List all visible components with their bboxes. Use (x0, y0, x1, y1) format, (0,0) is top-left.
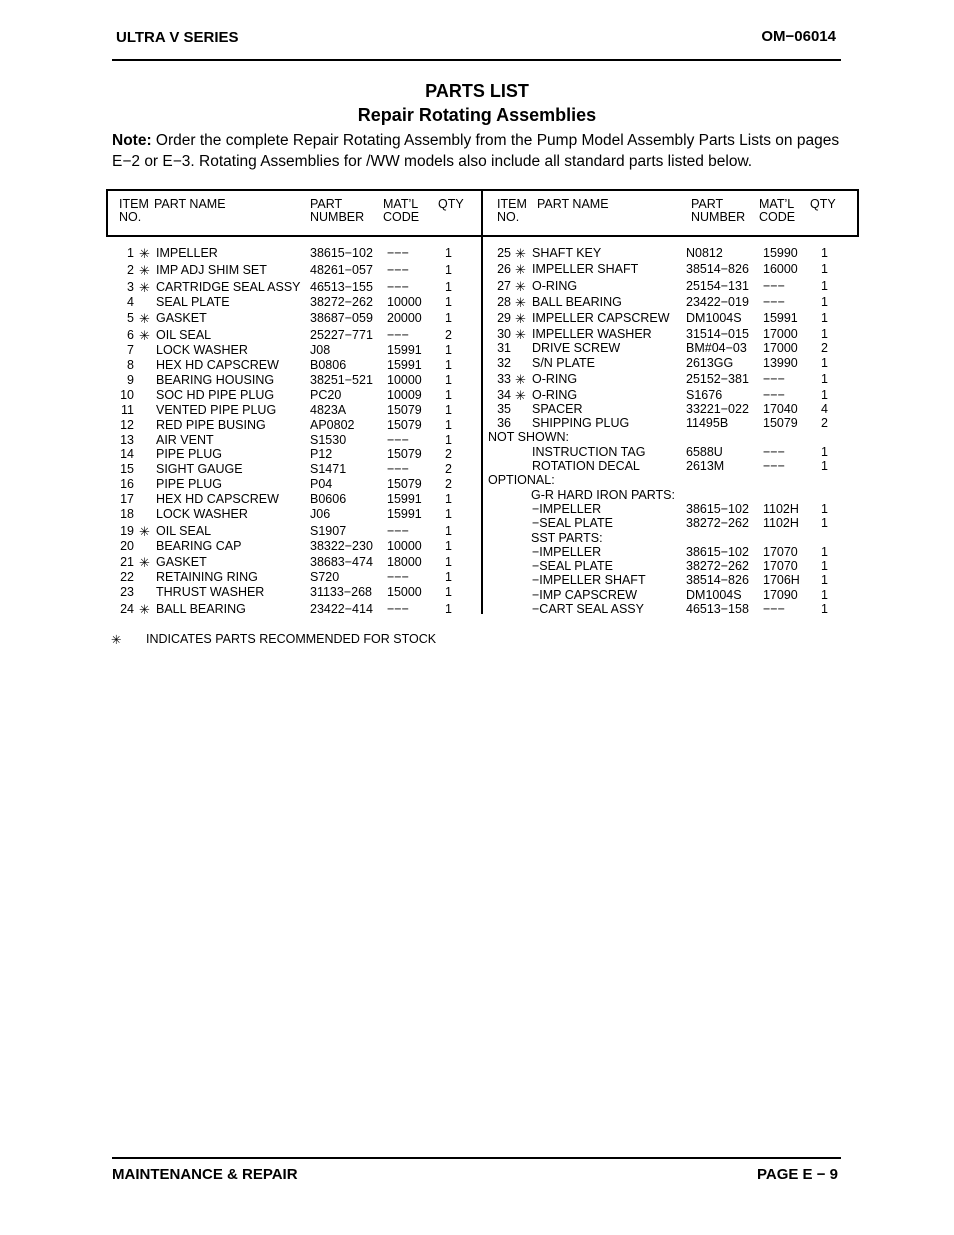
part-number: 25152−381 (686, 372, 749, 386)
quantity: 1 (445, 358, 452, 372)
col-matl-code-header-right: MAT’L CODE (759, 197, 796, 224)
stock-star-icon: ✳ (515, 262, 526, 277)
material-code: 10009 (387, 388, 422, 402)
table-row (0, 341, 954, 356)
quantity: 1 (445, 373, 452, 387)
quantity: 1 (445, 433, 452, 447)
part-name: −IMPELLER (532, 502, 602, 516)
material-code: 20000 (387, 311, 422, 325)
material-code: −−− (763, 279, 785, 293)
item-number: 22 (120, 570, 134, 584)
item-number: 13 (120, 433, 134, 447)
quantity: 1 (445, 343, 452, 357)
quantity: 1 (821, 559, 828, 573)
part-name: INSTRUCTION TAG (532, 445, 646, 459)
part-number: B0606 (310, 492, 347, 506)
item-number: 27 (497, 279, 511, 293)
quantity: 1 (821, 445, 828, 459)
part-number: 25227−771 (310, 328, 373, 342)
stock-star-icon: ✳ (139, 246, 150, 261)
quantity: 1 (821, 279, 828, 293)
item-number: 6 (127, 328, 134, 342)
quantity: 2 (445, 462, 452, 476)
material-code: −−− (763, 459, 785, 473)
item-number: 23 (120, 585, 134, 599)
part-number: 38514−826 (686, 262, 749, 276)
material-code: 1102H (763, 516, 799, 530)
material-code: −−− (763, 372, 785, 386)
part-name: OIL SEAL (156, 524, 212, 538)
note (112, 130, 852, 172)
item-number: 36 (497, 416, 511, 430)
quantity: 1 (445, 295, 452, 309)
part-name: RETAINING RING (156, 570, 258, 584)
material-code: −−− (387, 246, 409, 260)
material-code: 1102H (763, 502, 799, 516)
material-code: 15991 (387, 343, 422, 357)
item-number: 16 (120, 477, 134, 491)
page-subtitle: Repair Rotating Assemblies (357, 105, 597, 125)
quantity: 1 (445, 311, 452, 325)
table-row (0, 545, 954, 560)
material-code: 15079 (387, 447, 422, 461)
part-number: P12 (310, 447, 333, 461)
part-number: B0806 (310, 358, 347, 372)
part-number: PC20 (310, 388, 342, 402)
quantity: 1 (821, 516, 828, 530)
material-code: 15991 (763, 311, 798, 325)
part-number: 38272−262 (686, 516, 749, 530)
table-row (0, 327, 954, 342)
note-text: Order the complete Repair Rotating Assembly from the Pump Model Assembly Parts Lists on pages E−2 or E−3. Rotating Assemblies for /WW models also include all standard parts listed below. (112, 132, 840, 170)
part-name: −IMPELLER (532, 545, 602, 559)
quantity: 1 (445, 524, 452, 538)
part-number: 38615−102 (686, 545, 749, 559)
quantity: 1 (445, 602, 452, 616)
part-name: BEARING HOUSING (156, 373, 275, 387)
quantity: 1 (821, 262, 828, 276)
quantity: 1 (821, 356, 828, 370)
material-code: 15990 (763, 246, 798, 260)
table-row (0, 402, 954, 417)
part-name: OIL SEAL (156, 328, 212, 342)
quantity: 2 (445, 477, 452, 491)
part-name: GASKET (156, 311, 207, 325)
item-number: 15 (120, 462, 134, 476)
header-series: ULTRA V SERIES (116, 29, 239, 46)
col-item-header-right: ITEM NO. (497, 197, 527, 224)
table-row (0, 295, 954, 310)
part-name: LOCK WASHER (156, 507, 248, 521)
quantity: 1 (821, 311, 828, 325)
stock-star-icon: ✳ (515, 372, 526, 387)
part-name: IMPELLER (156, 246, 218, 260)
quantity: 2 (821, 341, 828, 355)
item-number: 4 (127, 295, 134, 309)
quantity: 1 (821, 388, 828, 402)
quantity: 1 (445, 263, 452, 277)
part-name: IMPELLER SHAFT (532, 262, 639, 276)
part-name: AIR VENT (156, 433, 214, 447)
part-number: 31133−268 (310, 585, 372, 599)
part-name: BEARING CAP (156, 539, 242, 553)
item-number: 28 (497, 295, 511, 309)
table-row (0, 246, 954, 261)
part-name: −IMP CAPSCREW (532, 588, 637, 602)
table-row (0, 459, 954, 474)
material-code: 17000 (763, 341, 798, 355)
part-number: 48261−057 (310, 263, 373, 277)
quantity: 1 (821, 372, 828, 386)
part-name: −SEAL PLATE (532, 516, 613, 530)
part-number: 25154−131 (686, 279, 749, 293)
table-row (0, 356, 954, 371)
part-number: 2613GG (686, 356, 734, 370)
table-row (0, 279, 954, 294)
part-number: 2613M (686, 459, 725, 473)
part-name: CARTRIDGE SEAL ASSY (156, 280, 301, 294)
table-row (0, 477, 954, 492)
material-code: 10000 (387, 539, 422, 553)
quantity: 1 (445, 507, 452, 521)
material-code: 17000 (763, 327, 798, 341)
stock-star-icon: ✳ (515, 295, 526, 310)
part-name: IMPELLER WASHER (532, 327, 652, 341)
item-number: 3 (127, 280, 134, 294)
item-number: 14 (120, 447, 134, 461)
part-number: 38272−262 (686, 559, 749, 573)
part-number: 38615−102 (686, 502, 749, 516)
item-number: 17 (120, 492, 134, 506)
part-name: PIPE PLUG (156, 477, 222, 491)
item-number: 1 (127, 246, 134, 260)
part-name: ROTATION DECAL (532, 459, 640, 473)
item-number: 12 (120, 418, 134, 432)
quantity: 1 (821, 327, 828, 341)
stock-star-icon: ✳ (515, 327, 526, 342)
part-number: 38322−230 (310, 539, 373, 553)
part-name: HEX HD CAPSCREW (156, 492, 279, 506)
part-number: 38272−262 (310, 295, 373, 309)
part-number: AP0802 (310, 418, 355, 432)
part-number: S1676 (686, 388, 723, 402)
quantity: 1 (445, 539, 452, 553)
optional-label: OPTIONAL: (488, 473, 555, 487)
part-name: S/N PLATE (532, 356, 595, 370)
stock-star-icon: ✳ (515, 311, 526, 326)
material-code: 15991 (387, 358, 422, 372)
material-code: −−− (387, 433, 409, 447)
material-code: 18000 (387, 555, 422, 569)
quantity: 1 (445, 280, 452, 294)
quantity: 1 (445, 246, 452, 260)
part-number: N0812 (686, 246, 723, 260)
part-name: GASKET (156, 555, 207, 569)
stock-star-icon: ✳ (139, 263, 150, 278)
item-number: 32 (497, 356, 511, 370)
material-code: 17040 (763, 402, 798, 416)
item-number: 18 (120, 507, 134, 521)
not-shown-label: NOT SHOWN: (488, 430, 570, 444)
sst-parts-label: SST PARTS: (531, 531, 603, 545)
item-number: 2 (127, 263, 134, 277)
footer-section: MAINTENANCE & REPAIR (112, 1166, 298, 1183)
material-code: −−− (387, 280, 409, 294)
stock-star-icon: ✳ (139, 524, 150, 539)
material-code: −−− (387, 328, 409, 342)
material-code: 15079 (387, 418, 422, 432)
gr-parts-label: G-R HARD IRON PARTS: (531, 488, 675, 502)
col-part-number-header: PART NUMBER (310, 197, 365, 224)
part-number: J08 (310, 343, 331, 357)
part-name: −IMPELLER SHAFT (532, 573, 646, 587)
quantity: 2 (445, 447, 452, 461)
part-name: BALL BEARING (156, 602, 246, 616)
part-number: S720 (310, 570, 340, 584)
material-code: 15079 (763, 416, 798, 430)
material-code: 13990 (763, 356, 798, 370)
part-name: −SEAL PLATE (532, 559, 613, 573)
item-number: 21 (120, 555, 134, 569)
quantity: 1 (821, 588, 828, 602)
col-matl-code-header: MAT’L CODE (383, 197, 420, 224)
material-code: −−− (763, 295, 785, 309)
table-row (0, 388, 954, 403)
stock-star-icon: ✳ (139, 280, 150, 295)
quantity: 1 (821, 246, 828, 260)
col-part-name-header-right: PART NAME (537, 197, 609, 211)
item-number: 29 (497, 311, 511, 325)
material-code: 17070 (763, 545, 798, 559)
material-code: −−− (387, 570, 409, 584)
material-code: −−− (387, 602, 409, 616)
quantity: 1 (445, 585, 452, 599)
quantity: 1 (445, 388, 452, 402)
part-name: SPACER (532, 402, 583, 416)
quantity: 1 (445, 570, 452, 584)
col-qty-header: QTY (438, 197, 464, 211)
legend-text: INDICATES PARTS RECOMMENDED FOR STOCK (146, 632, 437, 646)
col-part-number-header-right: PART NUMBER (691, 197, 746, 224)
part-name: PIPE PLUG (156, 447, 222, 461)
quantity: 1 (445, 492, 452, 506)
quantity: 1 (821, 545, 828, 559)
table-row (0, 311, 954, 326)
part-number: S1530 (310, 433, 347, 447)
quantity: 2 (445, 328, 452, 342)
col-part-name-header: PART NAME (154, 197, 226, 211)
table-row (0, 262, 954, 277)
stock-star-icon: ✳ (515, 388, 526, 403)
part-number: 23422−414 (310, 602, 373, 616)
item-number: 31 (497, 341, 511, 355)
stock-star-icon: ✳ (139, 555, 150, 570)
col-item-header: ITEM NO. (119, 197, 149, 224)
part-name: SHAFT KEY (532, 246, 602, 260)
part-number: S1471 (310, 462, 347, 476)
quantity: 1 (821, 459, 828, 473)
quantity: 2 (821, 416, 828, 430)
part-name: SEAL PLATE (156, 295, 230, 309)
part-name: IMP ADJ SHIM SET (156, 263, 267, 277)
item-number: 11 (121, 403, 134, 417)
item-number: 26 (497, 262, 511, 276)
material-code: 15991 (387, 492, 422, 506)
material-code: −−− (387, 263, 409, 277)
item-number: 35 (497, 402, 511, 416)
quantity: 1 (445, 403, 452, 417)
table-row (0, 445, 954, 460)
part-name: RED PIPE BUSING (156, 418, 266, 432)
material-code: 15079 (387, 403, 422, 417)
part-number: 46513−155 (310, 280, 373, 294)
item-number: 7 (127, 343, 134, 357)
material-code: 16000 (763, 262, 798, 276)
item-number: 34 (497, 388, 511, 402)
quantity: 1 (445, 555, 452, 569)
part-number: 23422−019 (686, 295, 749, 309)
part-name: SOC HD PIPE PLUG (156, 388, 275, 402)
material-code: 15991 (387, 507, 422, 521)
part-name: O-RING (532, 279, 578, 293)
quantity: 1 (821, 502, 828, 516)
part-number: 38514−826 (686, 573, 749, 587)
header-doc-number: OM−06014 (761, 28, 836, 45)
part-number: P04 (310, 477, 333, 491)
material-code: −−− (387, 524, 409, 538)
item-number: 20 (120, 539, 134, 553)
part-number: 38615−102 (310, 246, 373, 260)
part-number: 38683−474 (310, 555, 373, 569)
item-number: 33 (497, 372, 511, 386)
material-code: 1706H (763, 573, 800, 587)
item-number: 9 (127, 373, 134, 387)
part-name: HEX HD CAPSCREW (156, 358, 279, 372)
table-row (0, 559, 954, 574)
item-number: 10 (120, 388, 134, 402)
table-row (0, 416, 954, 431)
part-number: DM1004S (686, 311, 742, 325)
part-name: SHIPPING PLUG (532, 416, 630, 430)
item-number: 19 (120, 524, 134, 538)
stock-star-icon: ✳ (515, 246, 526, 261)
table-row (0, 602, 954, 617)
part-name: IMPELLER CAPSCREW (532, 311, 670, 325)
part-number: BM#04−03 (686, 341, 747, 355)
page-title: PARTS LIST (425, 81, 529, 101)
part-name: −CART SEAL ASSY (532, 602, 644, 616)
part-name: BALL BEARING (532, 295, 622, 309)
material-code: 15079 (387, 477, 422, 491)
material-code: 17090 (763, 588, 798, 602)
part-name: DRIVE SCREW (532, 341, 621, 355)
material-code: −−− (763, 445, 785, 459)
part-number: 33221−022 (686, 402, 749, 416)
note-label: Note: (112, 132, 152, 149)
stock-star-icon: ✳ (139, 311, 150, 326)
part-name: SIGHT GAUGE (156, 462, 243, 476)
material-code: −−− (763, 602, 785, 616)
material-code: 17070 (763, 559, 798, 573)
item-number: 5 (127, 311, 134, 325)
stock-star-icon: ✳ (139, 328, 150, 343)
quantity: 4 (821, 402, 828, 416)
item-number: 30 (497, 327, 511, 341)
legend-star-icon: ✳ (111, 633, 122, 647)
footer-rule (112, 1157, 841, 1159)
item-number: 25 (497, 246, 511, 260)
footer-page: PAGE E − 9 (756, 1166, 838, 1183)
part-number: S1907 (310, 524, 347, 538)
stock-star-icon: ✳ (515, 279, 526, 294)
part-number: 38687−059 (310, 311, 373, 325)
material-code: 15000 (387, 585, 422, 599)
part-name: O-RING (532, 388, 578, 402)
part-name: O-RING (532, 372, 578, 386)
quantity: 1 (445, 418, 452, 432)
col-qty-header-right: QTY (810, 197, 836, 211)
quantity: 1 (821, 602, 828, 616)
header-rule (112, 59, 841, 61)
part-name: LOCK WASHER (156, 343, 248, 357)
part-number: 4823A (310, 403, 347, 417)
material-code: 10000 (387, 373, 422, 387)
part-number: J06 (310, 507, 331, 521)
item-number: 8 (127, 358, 134, 372)
quantity: 1 (821, 573, 828, 587)
material-code: 10000 (387, 295, 422, 309)
item-number: 24 (120, 602, 134, 616)
table-row (0, 573, 954, 588)
part-number: DM1004S (686, 588, 742, 602)
stock-star-icon: ✳ (139, 602, 150, 617)
part-number: 6588U (686, 445, 723, 459)
part-number: 31514−015 (686, 327, 749, 341)
table-row (0, 372, 954, 387)
material-code: −−− (763, 388, 785, 402)
part-name: VENTED PIPE PLUG (156, 403, 277, 417)
part-number: 38251−521 (310, 373, 373, 387)
quantity: 1 (821, 295, 828, 309)
table-row (0, 502, 954, 517)
table-row (0, 588, 954, 603)
part-number: 46513−158 (686, 602, 749, 616)
material-code: −−− (387, 462, 409, 476)
part-number: 11495B (686, 416, 729, 430)
part-name: THRUST WASHER (156, 585, 265, 599)
table-row (0, 516, 954, 531)
